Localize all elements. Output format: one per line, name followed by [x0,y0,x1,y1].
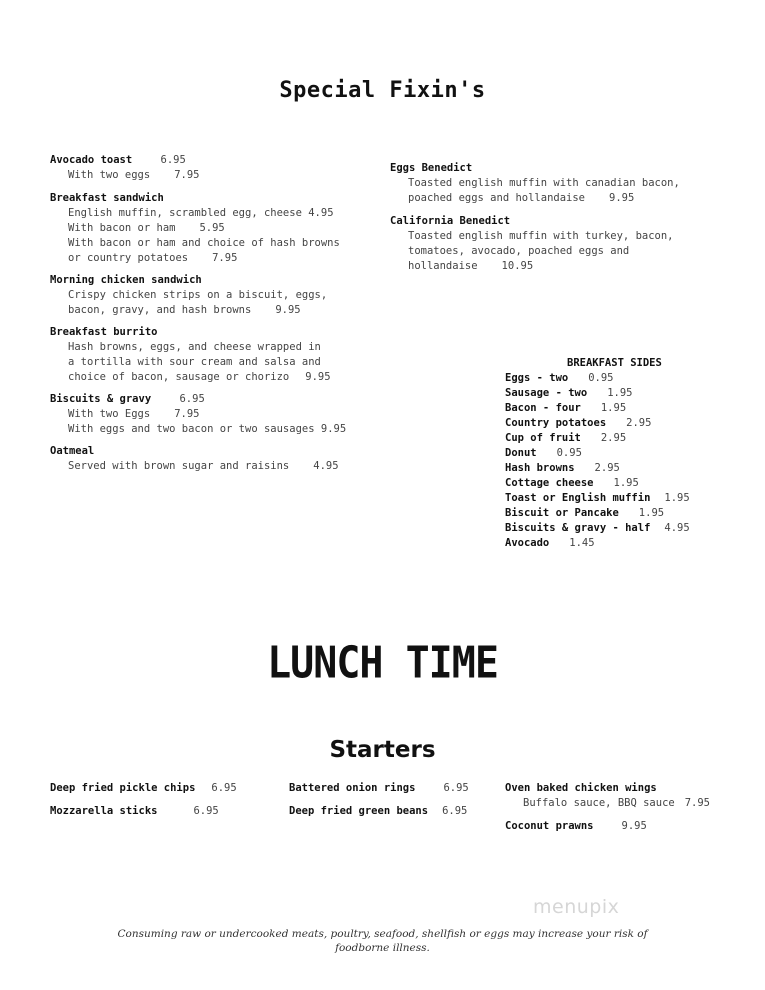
section-title-special-fixins: Special Fixin's [279,78,486,103]
side-item [505,491,690,506]
watermark-logo: menupix [533,896,620,918]
starter-item [289,781,469,796]
section-title-lunch-time: LUNCH TIME [267,637,498,689]
side-price: 1.95 [607,387,633,399]
section-title-starters: Starters [329,737,436,763]
starter-item [289,804,469,819]
starter-item [50,804,237,819]
starters-column-1 [50,781,237,819]
item-name: Biscuits & gravy [50,393,152,405]
item-desc: Served with brown sugar and raisins [68,460,290,472]
starter-price: 6.95 [211,782,237,794]
side-name: Avocado [505,537,550,549]
starter-name: Deep fried green beans [289,805,429,817]
item-desc: a tortilla with sour cream and salsa and [68,356,321,368]
side-item [505,416,690,431]
menu-item-breakfast-burrito [50,325,380,385]
side-item [505,371,690,386]
item-desc: or country potatoes [68,252,189,264]
side-price: 1.45 [569,537,595,549]
item-price: 6.95 [160,154,186,166]
side-name: Donut [505,447,537,459]
side-price: 2.95 [594,462,620,474]
starter-price: 7.95 [684,797,711,809]
starters-column-2 [289,781,469,819]
starter-item [50,781,237,796]
item-desc: poached eggs and hollandaise [408,192,586,204]
item-desc: With two eggs [68,169,151,181]
side-price: 0.95 [556,447,582,459]
starter-name: Mozzarella sticks [50,805,158,817]
menu-item-avocado-toast [50,153,380,183]
menu-item-eggs-benedict [390,161,720,206]
breakfast-left-column [50,153,380,474]
side-price: 1.95 [638,507,665,519]
item-desc: Hash browns, eggs, and cheese wrapped in [68,341,321,353]
side-price: 1.95 [600,402,627,414]
item-desc: With bacon or ham [68,222,176,234]
side-item [505,506,690,521]
side-item [505,431,690,446]
side-name: Toast or English muffin [505,492,651,504]
footer-disclaimer [60,927,705,955]
side-item [505,476,690,491]
starter-name: Deep fried pickle chips [50,782,196,794]
item-desc: Crispy chicken strips on a biscuit, eggs, [68,289,328,301]
item-name: Morning chicken sandwich [50,274,202,286]
item-desc: Toasted english muffin with turkey, bacon, [408,230,674,242]
item-desc-price: 9.95 [609,192,635,204]
side-name: Cup of fruit [505,432,581,444]
starter-item [505,819,710,834]
side-name: Country potatoes [505,417,607,429]
starter-price: 6.95 [193,805,219,817]
menu-item-biscuits-gravy [50,392,380,437]
item-desc: Toasted english muffin with canadian bacon, [408,177,680,189]
side-item [505,446,690,461]
side-name: Biscuits & gravy - half [505,522,651,534]
breakfast-right-column [390,161,720,274]
side-name: Bacon - four [505,402,581,414]
side-item [505,401,690,416]
item-desc-price: 4.95 [308,207,334,219]
starters-column-3 [505,781,710,834]
starter-item [505,781,710,811]
item-name: Avocado toast [50,154,133,166]
side-item [505,536,690,551]
item-name: Breakfast burrito [50,326,158,338]
side-price: 4.95 [664,522,690,534]
side-name: Sausage - two [505,387,588,399]
menu-item-oatmeal [50,444,380,474]
menu-item-california-benedict [390,214,720,274]
starter-name: Coconut prawns [505,820,594,832]
item-desc: tomatoes, avocado, poached eggs and [408,245,630,257]
starter-price: 6.95 [442,805,468,817]
side-item [505,521,690,536]
side-name: Eggs - two [505,372,569,384]
item-desc-price: 7.95 [212,252,238,264]
breakfast-sides-title: BREAKFAST SIDES [567,357,662,369]
starter-price: 9.95 [621,820,647,832]
item-desc-price: 4.95 [313,460,339,472]
item-desc: English muffin, scrambled egg, cheese [68,207,302,219]
breakfast-sides-list [505,371,690,551]
item-desc: hollandaise [408,260,478,272]
item-desc: With bacon or ham and choice of hash browns [68,237,340,249]
item-desc-price: 7.95 [174,408,200,420]
side-name: Hash browns [505,462,575,474]
starter-name: Battered onion rings [289,782,416,794]
side-item [505,461,690,476]
item-price: 6.95 [179,393,205,405]
side-price: 2.95 [600,432,627,444]
side-name: Cottage cheese [505,477,594,489]
item-desc-price: 10.95 [501,260,534,272]
item-desc-price: 9.95 [305,371,331,383]
starter-price: 6.95 [443,782,469,794]
menu-item-breakfast-sandwich [50,191,380,266]
footer-line-2: foodborne illness. [335,942,430,954]
starter-name: Oven baked chicken wings [505,782,657,794]
side-price: 2.95 [626,417,652,429]
item-desc: bacon, gravy, and hash browns [68,304,252,316]
item-name: Oatmeal [50,445,95,457]
item-desc-price: 9.95 [275,304,301,316]
footer-line-1: Consuming raw or undercooked meats, poultry, seafood, shellfish or eggs may increase your risk of [117,928,648,940]
item-desc-price: 9.95 [320,423,347,435]
side-price: 1.95 [664,492,690,504]
item-desc: With two Eggs [68,408,151,420]
side-item [505,386,690,401]
item-desc-price: 5.95 [199,222,225,234]
menu-item-morning-chicken-sandwich [50,273,380,318]
item-desc: With eggs and two bacon or two sausages [68,423,315,435]
side-price: 1.95 [613,477,639,489]
item-name: California Benedict [390,215,511,227]
side-price: 0.95 [588,372,614,384]
item-desc: choice of bacon, sausage or chorizo [68,371,290,383]
item-name: Breakfast sandwich [50,192,164,204]
side-name: Biscuit or Pancake [505,507,619,519]
item-desc-price: 7.95 [174,169,200,181]
item-name: Eggs Benedict [390,162,473,174]
starter-desc: Buffalo sauce, BBQ sauce [523,797,675,809]
